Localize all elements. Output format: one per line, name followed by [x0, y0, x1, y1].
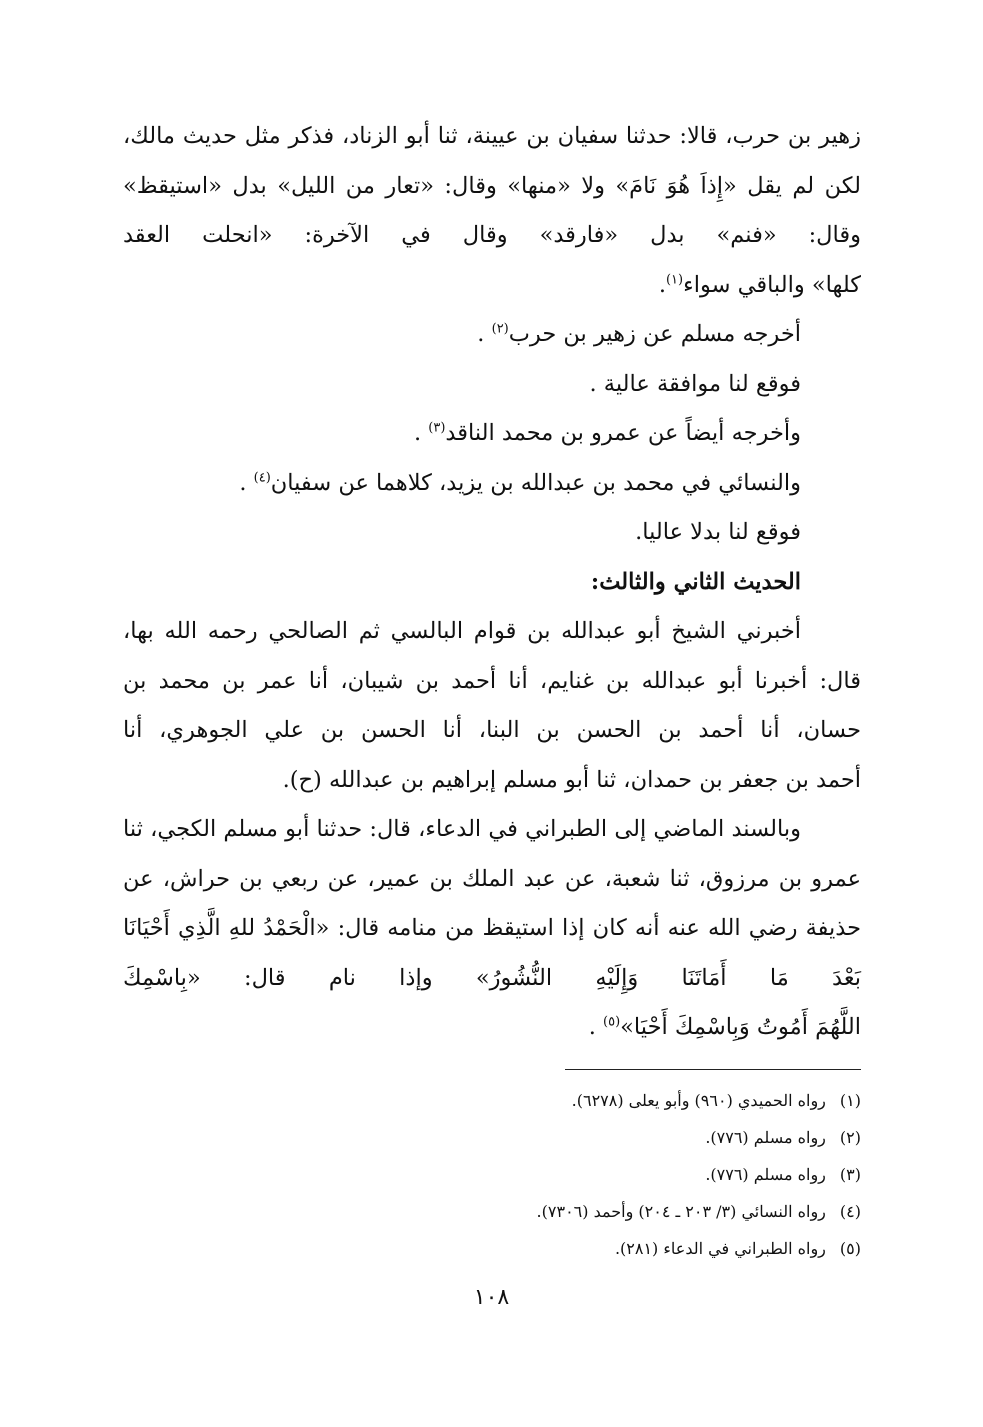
- text-line: والنسائي في محمد بن عبدالله بن يزيد، كلاهما عن سفيان: [270, 469, 801, 496]
- footnote-divider: [565, 1069, 861, 1070]
- text-line: فوقع لنا موافقة عالية .: [589, 370, 801, 397]
- text-line: فوقع لنا بدلا عاليا.: [635, 519, 801, 545]
- footnote-number: (٥): [839, 1238, 861, 1258]
- punctuation: .: [477, 321, 492, 347]
- paragraph-3: [123, 360, 861, 410]
- text-line: زهير بن حرب، قالا: حدثنا سفيان بن عيينة، ثنا أبو الزناد، فذكر مثل: [244, 123, 861, 149]
- footnote-text: رواه الطبراني في الدعاء (٢٨١).: [614, 1238, 826, 1258]
- text-line: اللَّهُمَ أَمُوتُ وَبِاسْمِكَ أَحْيَا»: [620, 1014, 861, 1040]
- section-heading: الحديث الثاني والثالث:: [590, 568, 801, 595]
- footnote-item: [123, 1193, 861, 1230]
- text-line: قال: أخبرنا أبو عبدالله بن غنايم، أنا أحمد بن شيبان، أنا عمر بن محمد بن: [123, 667, 861, 694]
- paragraph-8: [123, 805, 861, 1003]
- paragraph-7-end: [123, 756, 861, 806]
- paragraph-5: [123, 459, 861, 509]
- page: [123, 112, 861, 1267]
- punctuation: .: [658, 271, 666, 298]
- punctuation: .: [588, 1014, 604, 1040]
- footnote-ref-2[interactable]: (٢): [491, 321, 509, 337]
- footnote-number: (٣): [839, 1164, 861, 1184]
- footnote-ref-4[interactable]: (٤): [253, 470, 271, 485]
- text-line: حسان، أنا أحمد بن الحسن بن البنا، أنا الحسن بن علي الجوهري، أنا: [123, 717, 861, 743]
- paragraph-8-end: [123, 1003, 861, 1053]
- footnote-item: [123, 1230, 861, 1267]
- text-line: ربعي بن حراش، عن حذيفة رضي الله عنه أنه كان إذا استيقظ من منامه قال:: [123, 865, 862, 941]
- footnote-item: [123, 1119, 861, 1156]
- page-number: ١٠٨: [473, 1285, 510, 1310]
- paragraph-1-end: [123, 261, 861, 311]
- punctuation: .: [413, 420, 429, 446]
- text-line: أخبرني الشيخ أبو عبدالله بن قوام البالسي ثم الصالحي رحمه الله بها،: [123, 618, 801, 644]
- paragraph-6: [123, 508, 861, 558]
- footnotes: [123, 1082, 861, 1267]
- text-line: كلها» والباقي سواء: [683, 271, 861, 298]
- paragraph-7: [123, 607, 861, 756]
- main-text: [123, 112, 861, 1053]
- text-line: أحمد بن جعفر بن حمدان، ثنا أبو مسلم إبراهيم بن عبدالله (ح).: [282, 766, 861, 793]
- footnote-text: رواه مسلم (٧٧٦).: [705, 1164, 826, 1184]
- footnote-item: [123, 1156, 861, 1193]
- footnote-text: رواه الحميدي (٩٦٠) وأبو يعلى (٦٢٧٨).: [571, 1090, 826, 1110]
- text-line: بدل «استيقظ» وقال: «فنم» بدل «فارقد» وقال في الآخرة: «انحلت العقد: [123, 172, 861, 248]
- paragraph-1: [123, 112, 861, 261]
- footnote-ref-1[interactable]: (١): [665, 272, 684, 287]
- paragraph-4: [123, 409, 861, 459]
- text-line: حديث مالك، لكن لم يقل «إِذاَ هُوَ نَامَ» ولا «منها» وقال: «تعار من الليل»: [123, 123, 861, 199]
- text-line: الكجي، ثنا عمرو بن مرزوق، ثنا شعبة، عن عبد الملك بن عمير، عن: [123, 816, 862, 892]
- footnote-number: (١): [839, 1090, 861, 1110]
- text-line: وبالسند الماضي إلى الطبراني في الدعاء، قال: حدثنا أبو مسلم: [223, 816, 801, 842]
- footnote-number: (٢): [839, 1127, 861, 1147]
- text-line: أخرجه مسلم عن زهير بن حرب: [508, 321, 801, 347]
- text-line: «الْحَمْدُ للهِ الَّذِي أَحْيَانَا بَعْدَ مَا أَمَاتَنَا وَإِلَيْهِ النُّشُورُ» وإذا نام قال: «بِاسْمِكَ: [123, 915, 861, 991]
- punctuation: .: [239, 469, 254, 496]
- footnote-text: رواه النسائي (٣/ ٢٠٣ ـ ٢٠٤) وأحمد (٧٣٠٦).: [536, 1201, 826, 1221]
- footnote-number: (٤): [839, 1201, 861, 1221]
- paragraph-2: [123, 310, 861, 360]
- text-line: وأخرجه أيضاً عن عمرو بن محمد الناقد: [445, 420, 801, 446]
- footnote-ref-5[interactable]: (٥): [603, 1014, 621, 1030]
- footnote-text: رواه مسلم (٧٧٦).: [705, 1127, 826, 1147]
- footnote-ref-3[interactable]: (٣): [428, 420, 446, 436]
- footnote-item: [123, 1082, 861, 1119]
